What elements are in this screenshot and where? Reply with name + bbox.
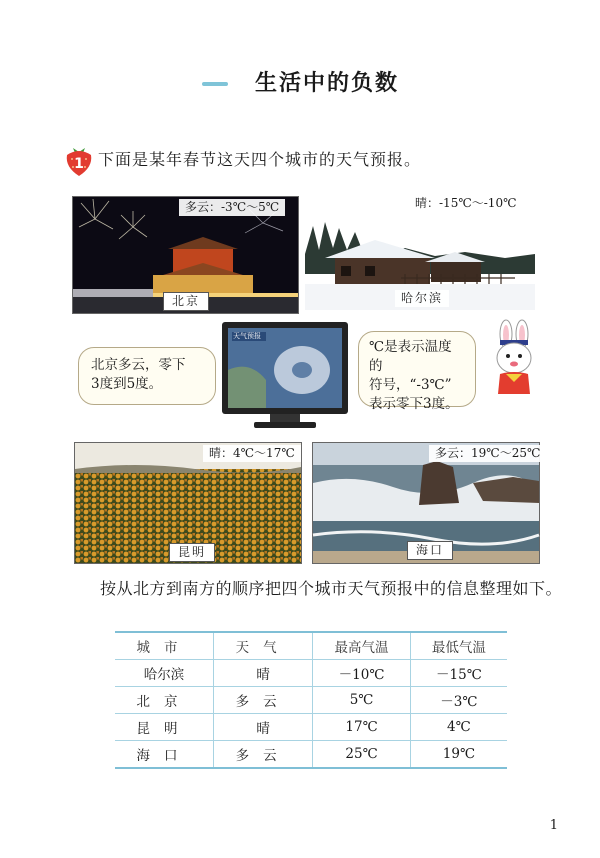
- harbin-label: 哈尔滨: [395, 290, 449, 307]
- cell-max: 5℃: [313, 687, 411, 714]
- bubble-left-line-1: 北京多云，零下: [91, 357, 186, 373]
- cell-min: 4℃: [410, 714, 507, 741]
- header-city: 城市: [115, 632, 213, 660]
- header-weather: 天气: [213, 632, 312, 660]
- page-number: 1: [549, 818, 558, 833]
- table-row: [115, 741, 507, 769]
- cell-max: 17℃: [313, 714, 411, 741]
- beijing-photo: [72, 196, 299, 314]
- header-max-temp: 最高气温: [313, 632, 411, 660]
- harbin-forecast: 晴：-15℃～-10℃: [409, 195, 523, 212]
- rabbit-mascot-icon: [484, 320, 542, 398]
- haikou-photo: [312, 442, 540, 564]
- kunming-label: 昆明: [169, 543, 215, 562]
- strawberry-number-badge: [64, 143, 94, 177]
- haikou-forecast: 多云：19℃～25℃: [429, 445, 546, 462]
- cell-max: －10℃: [313, 660, 411, 687]
- bubble-right-line-3: 表示零下3度。: [369, 396, 459, 412]
- header-min-temp: 最低气温: [410, 632, 507, 660]
- haikou-label: 海口: [407, 541, 453, 560]
- instruction-paragraph: 按从北方到南方的顺序把四个城市天气预报中的信息整理如下。: [100, 579, 563, 598]
- intro-text: 下面是某年春节这天四个城市的天气预报。: [98, 150, 422, 169]
- cell-weather: 晴: [213, 660, 312, 687]
- kunming-forecast: 晴：4℃～17℃: [203, 445, 301, 462]
- badge-number: 1: [74, 156, 84, 172]
- cell-city: 北京: [115, 687, 213, 714]
- cell-min: 19℃: [410, 741, 507, 769]
- speech-bubble-left: [78, 347, 216, 405]
- cell-city: 哈尔滨: [115, 660, 213, 687]
- table-row: [115, 714, 507, 741]
- title-dash: [202, 82, 228, 86]
- cell-city: 昆明: [115, 714, 213, 741]
- television: [220, 320, 350, 432]
- cell-min: －15℃: [410, 660, 507, 687]
- table-row: [115, 660, 507, 687]
- harbin-photo: [305, 196, 535, 310]
- speech-bubble-right: [358, 331, 476, 412]
- page-title: 生活中的负数: [255, 71, 400, 96]
- cell-city: 海口: [115, 741, 213, 769]
- beijing-forecast: 多云：-3℃～5℃: [179, 199, 285, 216]
- cell-weather: 晴: [213, 714, 312, 741]
- table-row: [115, 687, 507, 714]
- beijing-label: 北京: [163, 292, 209, 311]
- cell-weather: 多云: [213, 741, 312, 769]
- bubble-left-line-2: 3度到5度。: [91, 376, 163, 392]
- tv-caption: 天气预报: [233, 332, 261, 340]
- table-header-row: [115, 632, 507, 660]
- bubble-right-line-2: 符号，“-3℃”: [369, 377, 452, 393]
- cell-min: －3℃: [410, 687, 507, 714]
- cell-max: 25℃: [313, 741, 411, 769]
- cell-weather: 多云: [213, 687, 312, 714]
- bubble-right-line-1: ℃是表示温度的: [369, 339, 452, 374]
- weather-table: [115, 631, 507, 769]
- kunming-photo: [74, 442, 302, 564]
